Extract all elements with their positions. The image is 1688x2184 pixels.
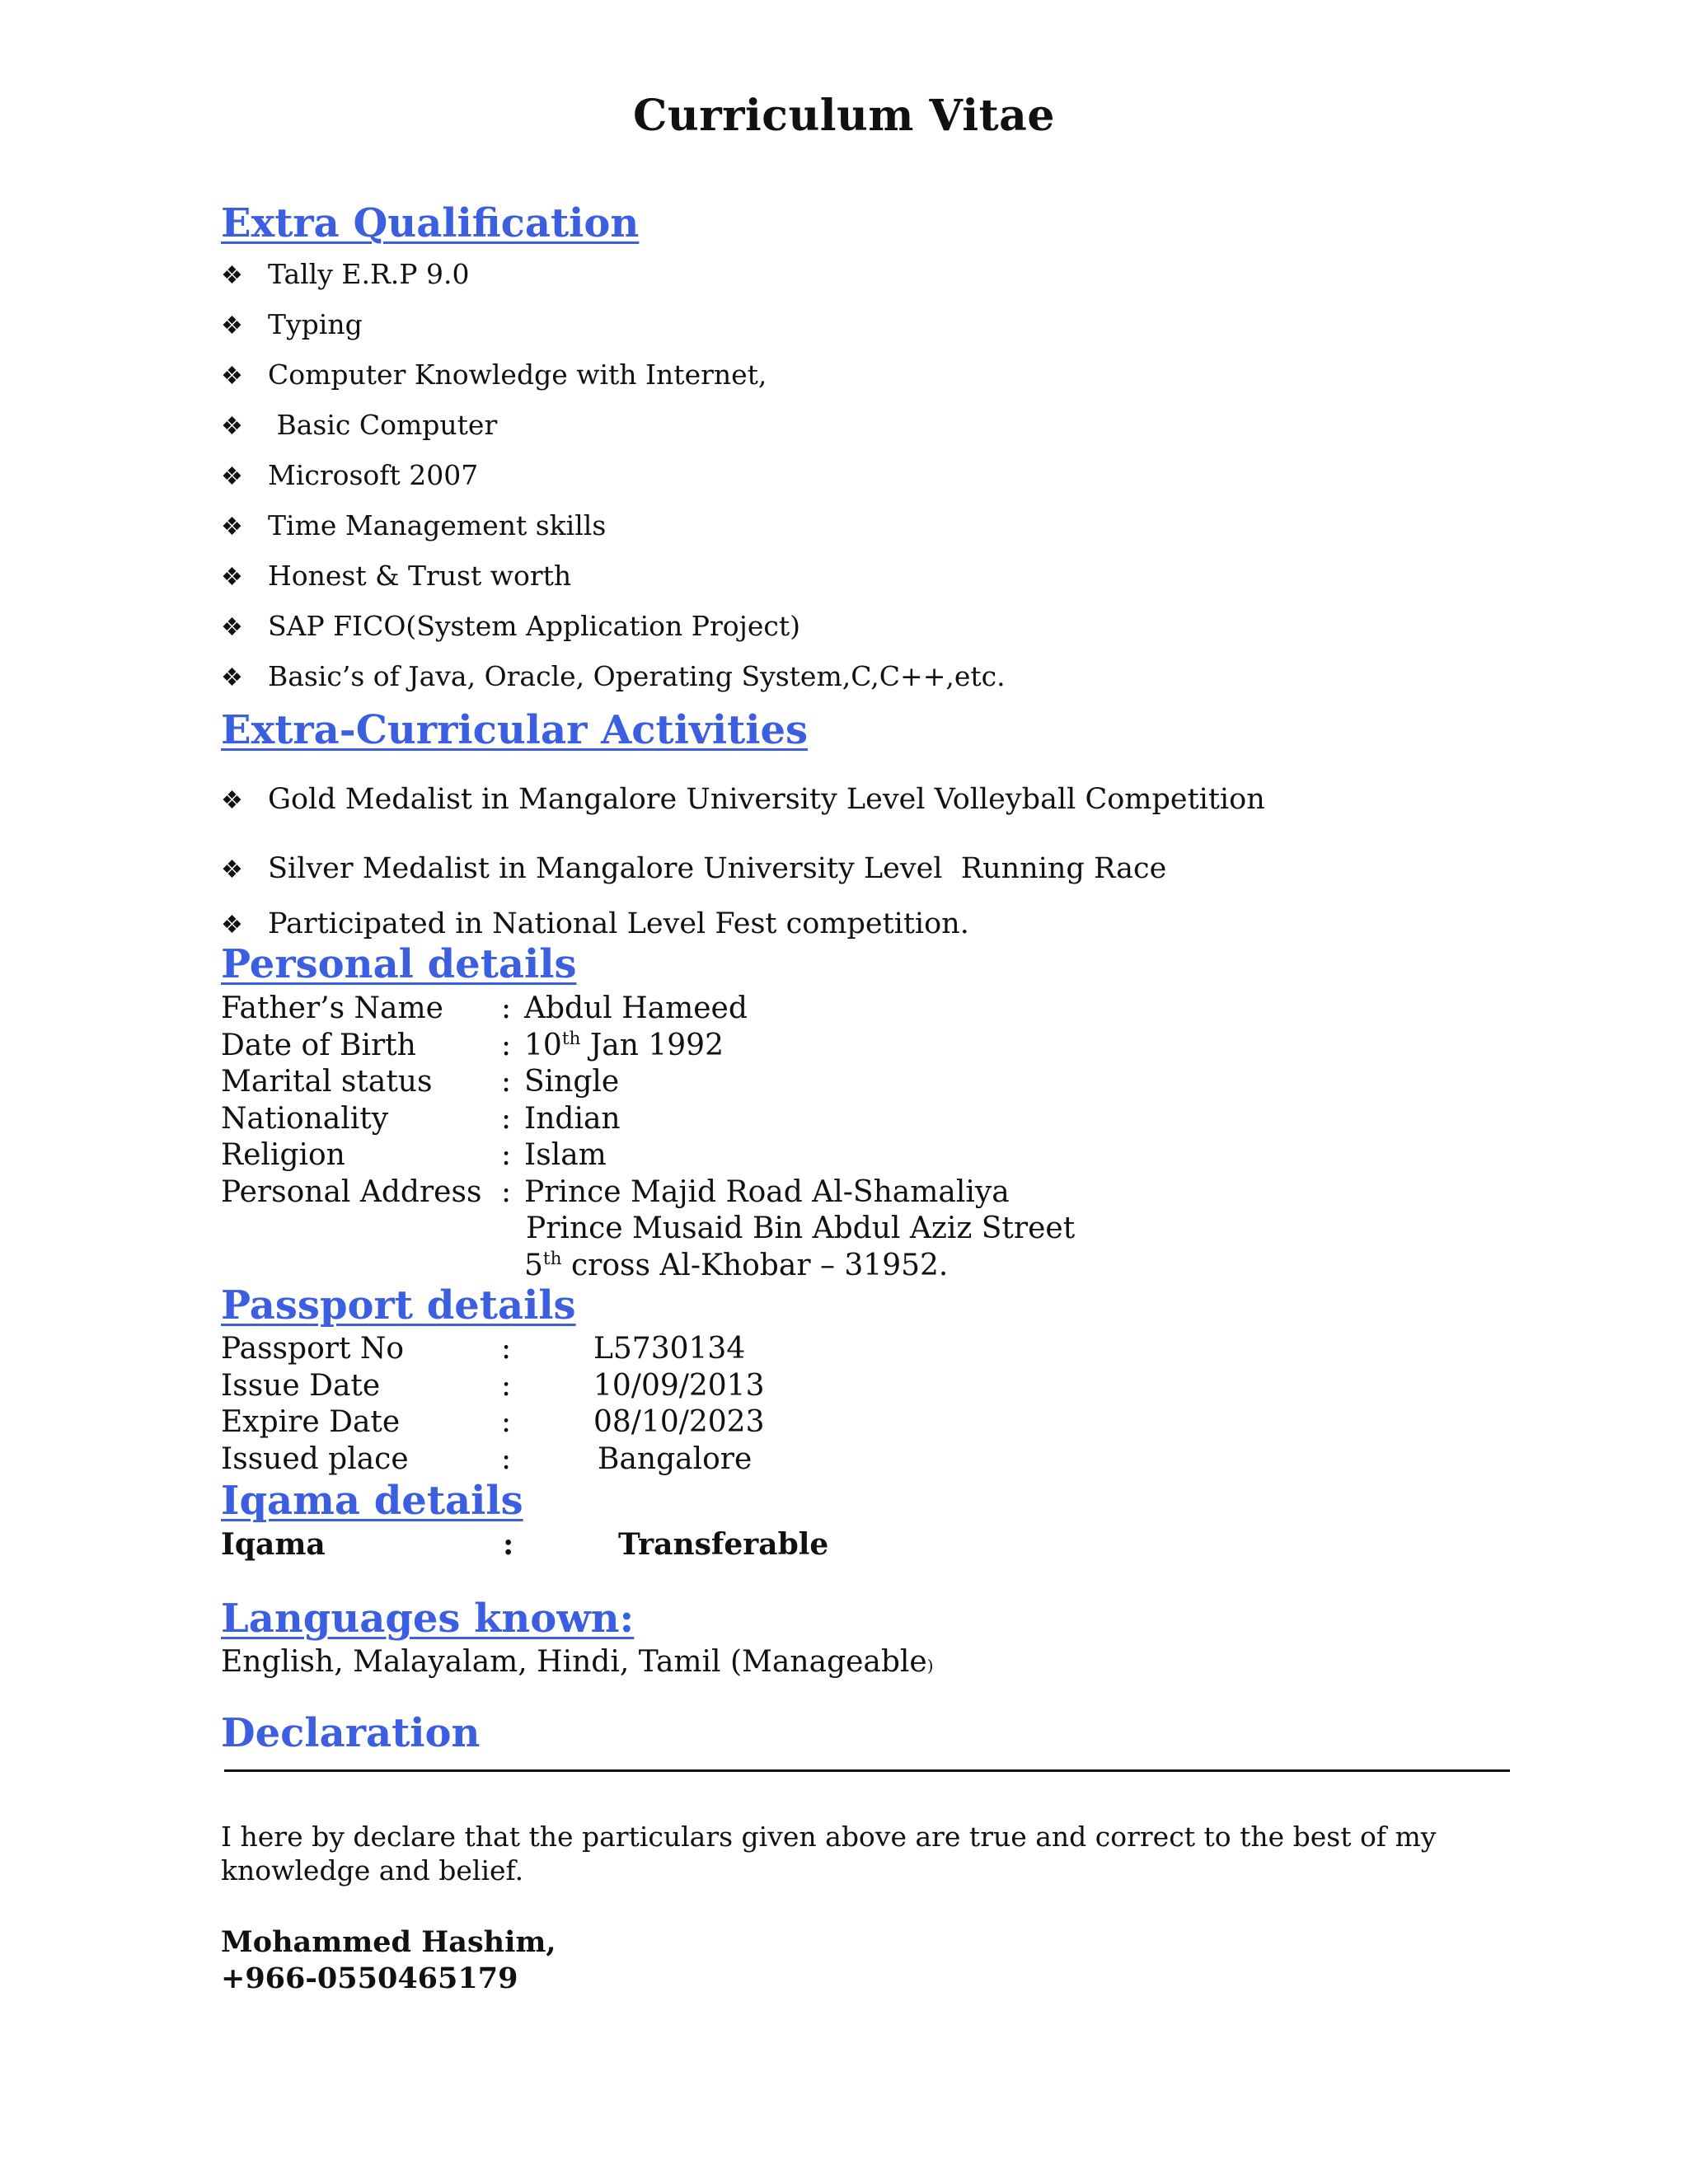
- four-diamond-bullet-icon: ❖: [221, 786, 243, 815]
- list-item: ❖ Participated in National Level Fest competition.: [221, 899, 1265, 949]
- four-diamond-bullet-icon: ❖: [221, 513, 243, 541]
- signature-block: [221, 1924, 556, 1997]
- detail-label: Date of Birth: [221, 1028, 416, 1062]
- passport-details-heading: Passport details: [221, 1282, 576, 1329]
- page-title: Curriculum Vitae: [633, 91, 1055, 141]
- detail-value: Bangalore: [598, 1441, 753, 1476]
- extra-curricular-list: [221, 775, 1265, 949]
- detail-value: Single: [524, 1065, 620, 1099]
- detail-label: Marital status: [221, 1065, 433, 1099]
- extra-qualification-heading: Extra Qualification: [221, 200, 640, 246]
- list-item: ❖ Basic’s of Java, Oracle, Operating System,C,C++,etc.: [221, 651, 1006, 701]
- four-diamond-bullet-icon: ❖: [221, 855, 243, 884]
- list-item: ❖ Time Management skills: [221, 500, 1006, 551]
- personal-details-heading: Personal details: [221, 941, 577, 987]
- four-diamond-bullet-icon: ❖: [221, 412, 243, 441]
- detail-label: Issue Date: [221, 1368, 381, 1403]
- detail-value: Prince Musaid Bin Abdul Aziz Street: [526, 1212, 1076, 1245]
- four-diamond-bullet-icon: ❖: [221, 261, 243, 290]
- four-diamond-bullet-icon: ❖: [221, 462, 243, 491]
- detail-label: Passport No: [221, 1332, 405, 1366]
- detail-value: 5th cross Al-Khobar – 31952.: [524, 1248, 949, 1282]
- detail-value: Abdul Hameed: [524, 991, 748, 1025]
- detail-value: Prince Majid Road Al-Shamaliya: [524, 1174, 1010, 1209]
- list-item: ❖ Tally E.R.P 9.0: [221, 249, 1006, 299]
- separator: :: [501, 1368, 512, 1403]
- separator: :: [501, 1028, 512, 1062]
- detail-label: Nationality: [221, 1101, 389, 1136]
- separator: :: [501, 1441, 512, 1476]
- languages-text: English, Malayalam, Hindi, Tamil (Manageable): [221, 1645, 934, 1679]
- four-diamond-bullet-icon: ❖: [221, 663, 243, 692]
- list-item: ❖ Typing: [221, 299, 1006, 349]
- four-diamond-bullet-icon: ❖: [221, 312, 243, 340]
- detail-value: 10th Jan 1992: [524, 1028, 724, 1062]
- separator: :: [501, 1174, 512, 1209]
- detail-label: Religion: [221, 1138, 345, 1172]
- detail-value: L5730134: [593, 1332, 746, 1366]
- four-diamond-bullet-icon: ❖: [221, 563, 243, 592]
- separator: :: [503, 1527, 514, 1562]
- list-item: ❖ Basic Computer: [221, 400, 1006, 450]
- list-item: ❖ Gold Medalist in Mangalore University Level Volleyball Competition: [221, 775, 1265, 844]
- signature-phone: +966-0550465179: [221, 1961, 518, 1995]
- divider: [224, 1769, 1510, 1772]
- detail-value: 08/10/2023: [593, 1405, 765, 1439]
- declaration-heading: Declaration: [221, 1710, 481, 1756]
- list-item: ❖ Silver Medalist in Mangalore University Level Running Race: [221, 844, 1265, 899]
- detail-value: Indian: [524, 1101, 621, 1136]
- list-item: ❖ Computer Knowledge with Internet,: [221, 349, 1006, 400]
- separator: :: [501, 1332, 512, 1366]
- detail-value: 10/09/2013: [593, 1368, 765, 1403]
- detail-label: Expire Date: [221, 1405, 401, 1439]
- four-diamond-bullet-icon: ❖: [221, 911, 243, 940]
- detail-label: Personal Address: [221, 1174, 482, 1209]
- extra-curricular-heading: Extra-Curricular Activities: [221, 707, 809, 753]
- detail-label: Issued place: [221, 1441, 409, 1476]
- detail-label: Father’s Name: [221, 991, 443, 1025]
- detail-value: Islam: [524, 1138, 607, 1172]
- extra-qualification-list: [221, 249, 1006, 701]
- languages-heading: Languages known:: [221, 1596, 635, 1642]
- iqama-details-heading: Iqama details: [221, 1478, 523, 1524]
- separator: :: [501, 1405, 512, 1439]
- list-item: ❖ Microsoft 2007: [221, 450, 1006, 500]
- list-item: ❖ SAP FICO(System Application Project): [221, 601, 1006, 651]
- signature-name: Mohammed Hashim,: [221, 1925, 556, 1959]
- separator: :: [501, 1138, 512, 1172]
- separator: :: [501, 1065, 512, 1099]
- declaration-text: I here by declare that the particulars given above are true and correct to the best of my knowledge and belief.: [221, 1821, 1437, 1886]
- list-item: ❖ Honest & Trust worth: [221, 551, 1006, 601]
- detail-label: Iqama: [221, 1527, 326, 1562]
- four-diamond-bullet-icon: ❖: [221, 362, 243, 391]
- detail-value: Transferable: [618, 1527, 829, 1562]
- separator: :: [501, 1101, 512, 1136]
- separator: :: [501, 991, 512, 1025]
- four-diamond-bullet-icon: ❖: [221, 613, 243, 642]
